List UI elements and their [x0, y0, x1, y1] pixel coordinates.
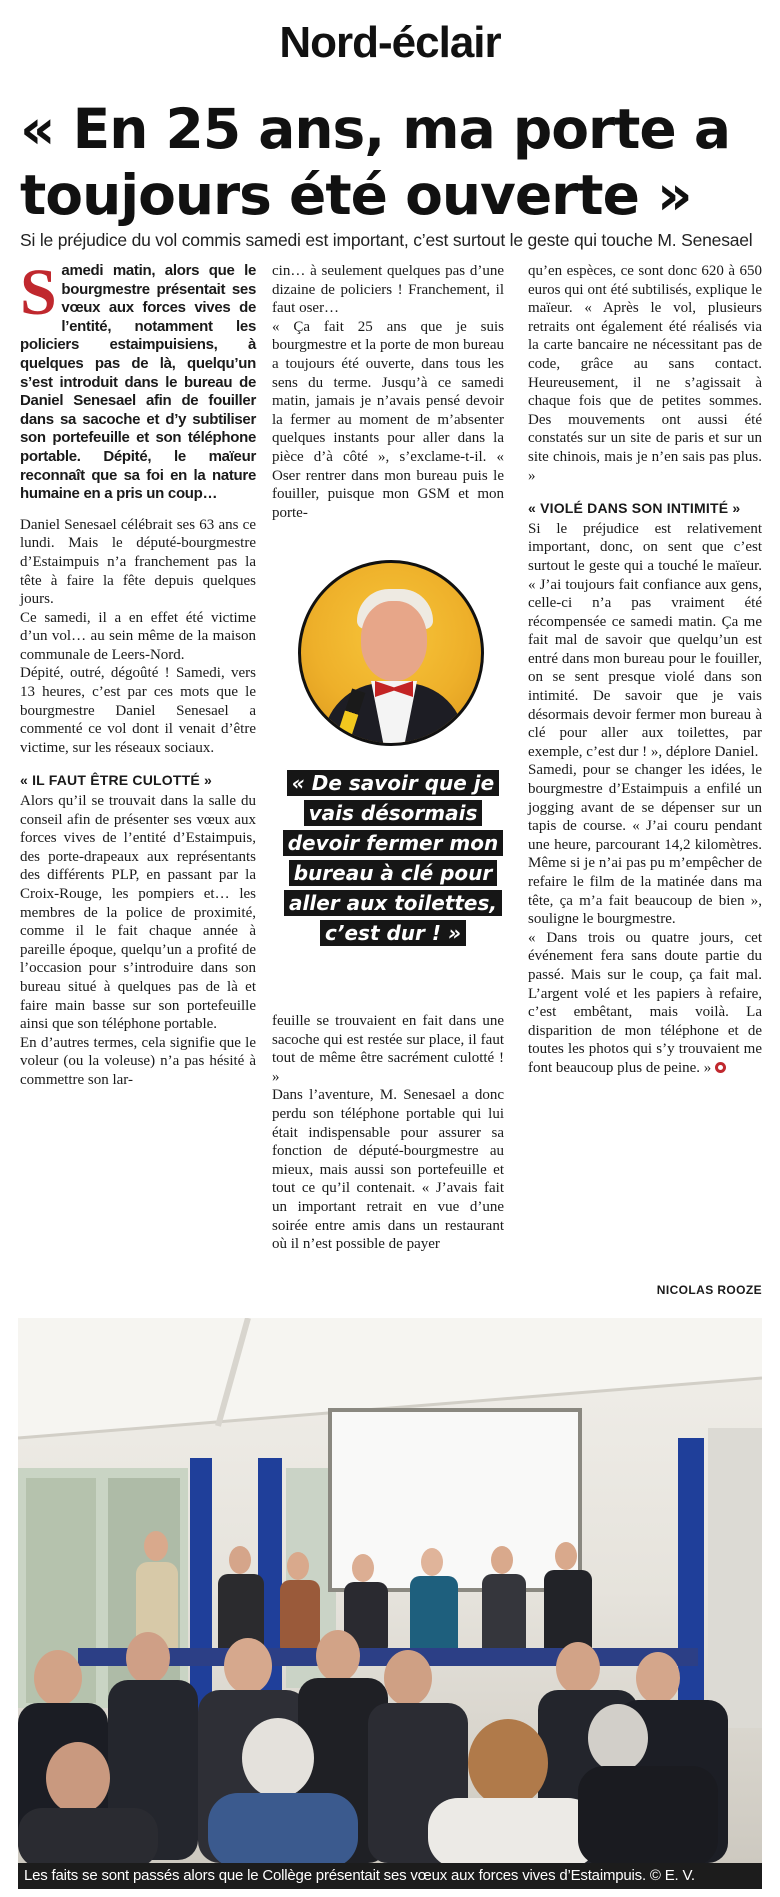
photo-caption: Les faits se sont passés alors que le Collège présentait ses vœux aux forces vives d’Estaimpuis. © E. V. [18, 1863, 762, 1889]
column-3 [528, 262, 762, 1078]
publication-masthead: Nord-éclair [279, 18, 501, 67]
article-headline: « En 25 ans, ma porte a toujours été ouverte » [20, 97, 730, 227]
paragraph: Dans l’aventure, M. Senesael a donc perdu son téléphone portable qui lui était indispensable pour assurer sa fonction de député-bourgmestre au mieux, mais aussi son portefeuille et tout ce qu’il contenait. « J’avais fait un important retrait en vue d’une soirée entre amis dans un restaurant où il n’est possible de payer [272, 1087, 504, 1253]
curtain-left [190, 1458, 212, 1718]
paragraph: Daniel Senesael célébrait ses 63 ans ce lundi. Mais le député-bourgmestre d’Estaimpuis n’a franchement pas la tête à faire la fête depuis quelques jours. [20, 516, 256, 608]
paragraph: qu’en espèces, ce sont donc 620 à 650 euros qui ont été subtilisés, explique le maïeur. « Après le vol, plusieurs retraits ont également été réalisés via la carte bancaire ne nécessitant pas de code, grâce au sans contact. Heureusement, il ne s’agissait à chaque fois que de petites sommes. Des mouvements ont aussi été constatés sur un site de paris et sur un site chinois, mais je n’en sais pas plus. » [528, 263, 762, 484]
paragraph: Dépité, outré, dégoûté ! Samedi, vers 13 heures, c’est par ces mots que le bourgmestre Daniel Senesael a commenté ce vol dont il venait d’être victime, sur les réseaux sociaux. [20, 665, 256, 756]
paragraph: feuille se trouvaient en fait dans une sacoche qui est restée sur place, il faut tout de même être sacrément culotté ! » [272, 1013, 504, 1085]
drop-cap: S [20, 256, 57, 329]
paragraph: En d’autres termes, cela signifie que le voleur (ou la voleuse) n’a pas hésité à commettre son lar- [20, 1034, 256, 1088]
column-2-continued [272, 1012, 504, 1254]
pull-quote [282, 768, 504, 948]
portrait-photo [298, 560, 484, 746]
lead-text: amedi matin, alors que le bourgmestre présentait ses vœux aux forces vives de l’entité, notamment les policiers estaimpuisiens, à quelques pas de là, quelqu’un s’est introduit dans le bureau de Daniel Senesael afin de fouiller dans sa sacoche et d’y subtiliser son portefeuille et son téléphone portable. Dépité, le maïeur reconnaît que sa foi en la nature humaine en a pris un coup… [20, 262, 256, 503]
paragraph: Samedi, pour se changer les idées, le bourgmestre d’Estaimpuis a enfilé un jogging avant de se dépenser sur un tapis de course. « J’ai couru pendant une heure, parcourant 14,2 kilomètres. Même si je n’ai pas pu m’empêcher de refaire le film de la matinée dans ma tête, ça m’a fait beaucoup de bien », souligne le bourgmestre. [528, 762, 762, 928]
event-photo-illustration [18, 1318, 762, 1863]
curtain-right [678, 1438, 704, 1728]
paragraph-final-text: « Dans trois ou quatre jours, cet événement fera sans doute partie du passé. Mais sur le coup, ça fait mal. L’argent volé et les papiers à refaire, c’est embêtant, mais voilà. La disparition de mon téléphone et de toutes les photos qui s’y trouvaient me font beaucoup plus de peine. » [528, 929, 762, 1076]
wall-right [708, 1428, 762, 1728]
lead-paragraph [20, 256, 256, 504]
subhead-viole: « VIOLÉ DANS SON INTIMITÉ » [528, 500, 741, 517]
portrait-face [361, 601, 427, 681]
paragraph: Si le préjudice est relativement important, donc, on sent que c’est surtout le geste qui a touché le maïeur. « J’ai toujours fait confiance aux gens, celle-ci n’a pas vraiment été récompensée ce samedi matin. Ça me fait mal de savoir que quelqu’un est entré dans mon bureau pour le fouiller, on se sent presque violé dans son intimité. De savoir que je vais désormais devoir fermer mon bureau à clé pour aller aux toilettes, par exemple, c’est dur ! », déplore Daniel. [528, 520, 762, 760]
subhead-culotte: « IL FAUT ÊTRE CULOTTÉ » [20, 772, 213, 789]
event-photo [18, 1318, 762, 1863]
paragraph: Alors qu’il se trouvait dans la salle du conseil afin de présenter ses vœux aux forces vives de l’entité d’Estaimpuis, des porte-drapeaux aux représentants des différents PLP, en passant par la Croix-Rouge, les pompiers et… les membres de la police de proximité, comme il le fait chaque année à pareille époque, quelqu’un a profité de l’occasion pour s’introduire dans son bureau situé à quelques pas de là et faire main basse sur son portefeuille ainsi que son téléphone portable. [20, 793, 256, 1033]
article-chapeau: Si le préjudice du vol commis samedi est important, c’est surtout le geste qui touche M. Senesael [20, 230, 753, 250]
column-2 [272, 262, 504, 522]
pull-quote-text: « De savoir que je vais désormais devoir fermer mon bureau à clé pour aller aux toilettes, c’est dur ! » [283, 770, 504, 946]
column-1 [20, 256, 256, 1090]
paragraph-final [528, 929, 762, 1078]
paragraph: cin… à seulement quelques pas d’une dizaine de policiers ! Franchement, il faut oser… [272, 263, 504, 317]
byline: NICOLAS ROOZE [656, 1283, 762, 1297]
paragraph: Ce samedi, il a en effet été victime d’un vol… au sein même de la maison communale de Leers-Nord. [20, 609, 256, 663]
paragraph: « Ça fait 25 ans que je suis bourgmestre et la porte de mon bureau a toujours été ouverte, dans tous les sens du terme. Jusqu’à ce samedi matin, jamais je n’avais pensé devoir la fermer au moment de m’absenter quelques instants pour aller dans la pièce d’à côté », s’exclame-t-il. « Oser rentrer dans mon bureau puis le fouiller, puisque mon GSM et mon porte- [272, 318, 504, 521]
end-of-article-icon [715, 1062, 726, 1073]
